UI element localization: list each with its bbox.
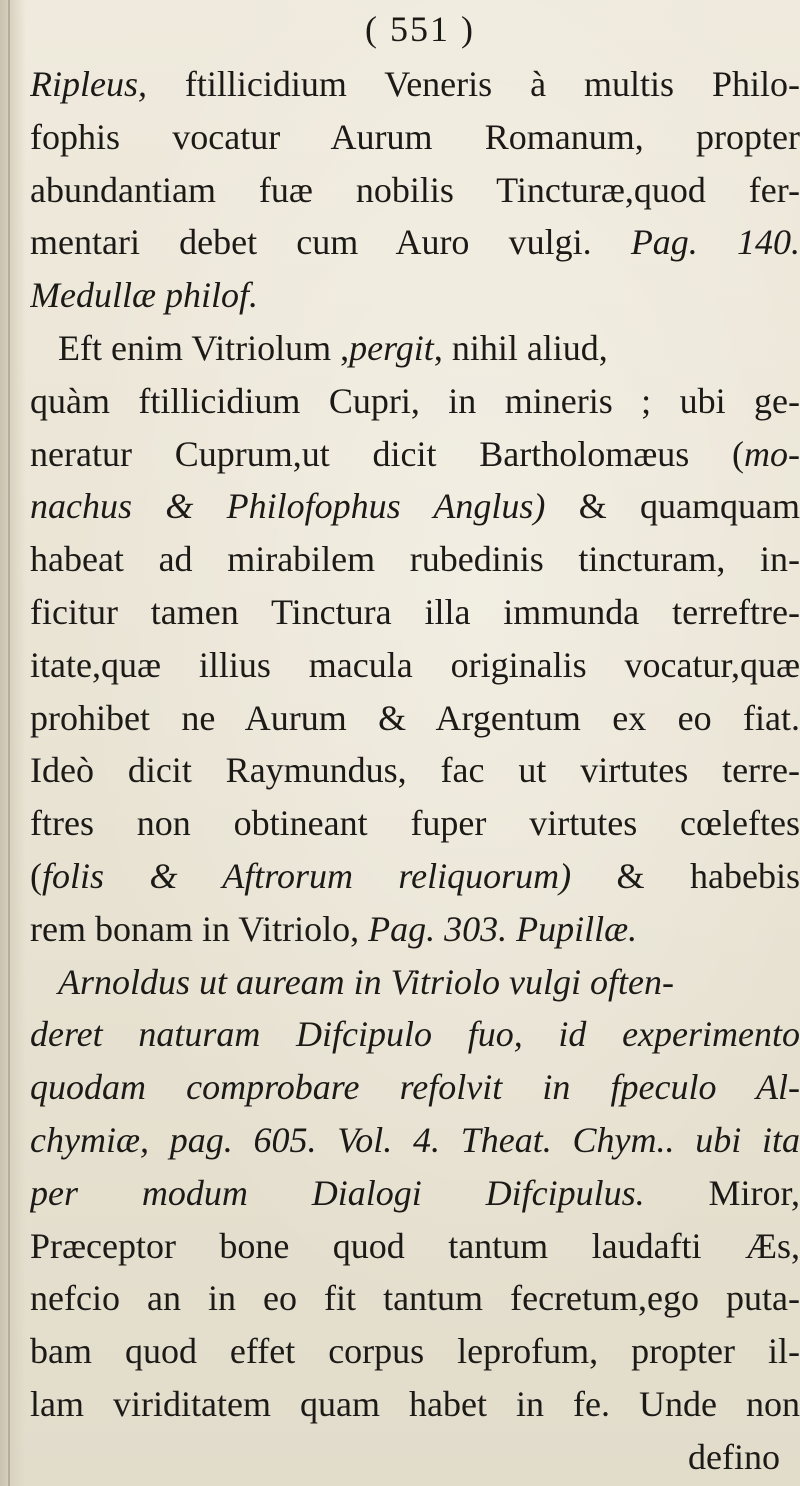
italic-text-segment: Ripleus, xyxy=(30,64,147,104)
text-segment: quàm ftillicidium Cupri, in mineris ; ubi ge- xyxy=(30,380,800,421)
italic-text-segment: per modum Dialogi Difcipulus. xyxy=(30,1172,645,1213)
text-segment: fophis vocatur Aurum Romanum, propter xyxy=(30,116,800,157)
italic-text-segment: Arnoldus ut auream in Vitriolo vulgi often- xyxy=(58,961,674,1002)
text-line xyxy=(30,375,800,428)
text-line xyxy=(30,1008,800,1061)
italic-text-segment: pergit xyxy=(349,327,434,368)
text-line xyxy=(30,639,800,692)
text-line xyxy=(30,744,800,797)
text-line xyxy=(30,322,800,375)
text-line xyxy=(30,428,800,481)
text-line xyxy=(30,58,800,111)
text-line xyxy=(30,269,800,322)
page-number: ( 551 ) xyxy=(365,9,475,49)
text-line xyxy=(30,216,800,269)
text-line xyxy=(30,1325,800,1378)
text-segment: ( xyxy=(30,855,42,896)
text-segment: defino xyxy=(688,1436,780,1477)
binding-gutter xyxy=(0,0,26,1486)
text-line xyxy=(30,1272,800,1325)
text-segment: itate,quæ illius macula originalis vocatur,quæ xyxy=(30,644,800,685)
text-line xyxy=(30,1167,800,1220)
text-line xyxy=(30,692,800,745)
italic-text-segment: chymiæ, pag. 605. Vol. 4. Theat. Chym.. ubi ita xyxy=(30,1119,800,1160)
italic-text-segment: deret naturam Difcipulo fuo, id experimento xyxy=(30,1014,800,1055)
italic-text-segment: Medullæ philof. xyxy=(30,275,258,316)
text-line xyxy=(30,850,800,903)
binding-rule xyxy=(8,0,10,1486)
text-segment: & quamquam xyxy=(545,486,800,527)
text-segment: , nihil aliud, xyxy=(433,327,608,368)
body-text xyxy=(30,58,800,1484)
text-line xyxy=(30,956,800,1009)
text-segment: Ideò dicit Raymundus, fac ut virtutes terre- xyxy=(30,750,800,791)
text-segment: mentari debet cum Auro vulgi. xyxy=(30,222,631,263)
text-line xyxy=(30,1220,800,1273)
text-line xyxy=(30,586,800,639)
text-segment: rem bonam in Vitriolo, xyxy=(30,908,369,949)
text-segment: neratur Cuprum,ut dicit Bartholomæus ( xyxy=(30,433,744,474)
text-line xyxy=(30,533,800,586)
italic-text-segment: Pag. 303. Pupillæ. xyxy=(368,908,638,949)
italic-text-segment: folis & Aftrorum reliquorum) xyxy=(42,855,572,896)
text-segment: prohibet ne Aurum & Argentum ex eo fiat. xyxy=(30,697,800,738)
italic-text-segment: quodam comprobare refolvit in fpeculo Al- xyxy=(30,1067,800,1108)
text-segment: ftillicidium Veneris à multis Philo- xyxy=(146,64,800,104)
text-segment: & habebis xyxy=(571,855,800,896)
text-line xyxy=(30,1114,800,1167)
text-segment: ftres non obtineant fuper virtutes cœleftes xyxy=(30,803,800,844)
italic-text-segment: Pag. 140. xyxy=(630,222,800,263)
text-segment: Miror, xyxy=(644,1172,800,1213)
text-line xyxy=(30,903,800,956)
text-line xyxy=(30,480,800,533)
text-segment: lam viriditatem quam habet in fe. Unde non xyxy=(30,1383,800,1424)
italic-text-segment: mo- xyxy=(744,433,800,474)
italic-text-segment: nachus & Philofophus Anglus) xyxy=(30,486,546,527)
text-segment: nefcio an in eo fit tantum fecretum,ego puta- xyxy=(30,1278,800,1319)
text-segment: Præceptor bone quod tantum laudafti Æs, xyxy=(30,1225,800,1266)
text-line xyxy=(30,111,800,164)
text-segment: bam quod effet corpus leprofum, propter il- xyxy=(30,1331,800,1372)
text-segment: Eft enim Vitriolum , xyxy=(58,327,350,368)
text-line xyxy=(30,1378,800,1431)
text-segment: habeat ad mirabilem rubedinis tincturam, in- xyxy=(30,539,800,580)
text-line xyxy=(30,164,800,217)
text-line xyxy=(30,1061,800,1114)
text-segment: ficitur tamen Tinctura illa immunda terreftre- xyxy=(30,591,800,632)
text-line xyxy=(30,1431,800,1484)
text-segment: abundantiam fuæ nobilis Tincturæ,quod fer- xyxy=(30,169,800,210)
text-line xyxy=(30,797,800,850)
